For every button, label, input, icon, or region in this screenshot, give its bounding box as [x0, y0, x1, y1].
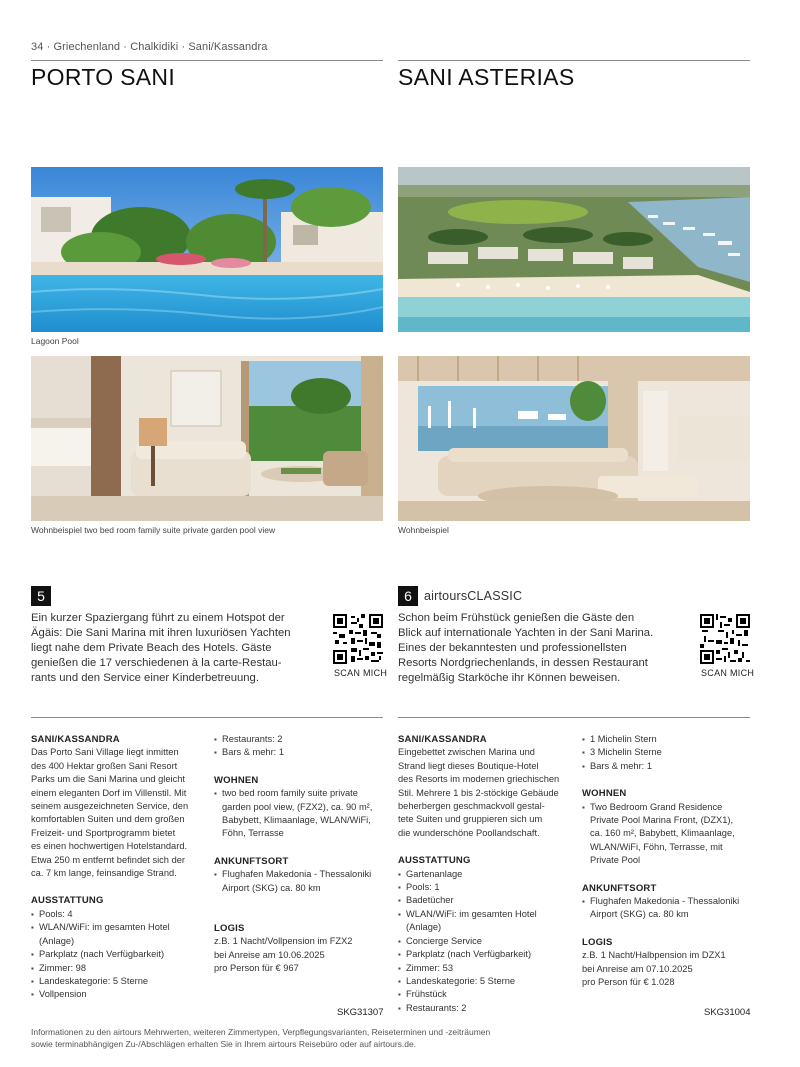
hotel-number-badge: 6 [398, 586, 418, 606]
lagoon-pool-caption: Lagoon Pool [31, 336, 79, 346]
suite-interior-caption: Wohnbeispiel two bed room family suite private garden pool view [31, 525, 276, 535]
porto-sani-details-col1 [31, 733, 206, 1002]
ankunft-heading: ANKUNFTSORT [582, 882, 657, 894]
list-item: ▪ Zimmer: 98 [31, 962, 206, 975]
wohnen-list [582, 801, 752, 868]
ankunft-list [582, 895, 752, 922]
sani-asterias-details-col1 [398, 733, 576, 1015]
extras-list [214, 733, 384, 760]
list-item: ▪ Parkplatz (nach Verfügbarkeit) [398, 948, 576, 961]
ankunft-heading: ANKUNFTSORT [214, 855, 289, 867]
list-item: ▪ Pools: 1 [398, 881, 576, 894]
extras-list [582, 733, 752, 773]
list-item: ▪ Pools: 4 [31, 908, 206, 921]
details-rule-right [398, 717, 750, 718]
list-item: ▪ Gartenanlage [398, 868, 576, 881]
list-item: ▪ Bars & mehr: 1 [582, 760, 752, 773]
scan-label: SCAN MICH [334, 668, 388, 678]
list-item: ▪ Two Bedroom Grand Residence Private Pool Marina Front, (DZX1), ca. 160 m², Babybett, Klimaanlage, WLAN/WiFi, Föhn, Terrasse, mit Private Pool [582, 801, 747, 868]
product-code: SKG31004 [704, 1007, 751, 1018]
ausstattung-list [398, 868, 576, 1015]
location-text: Eingebettet zwischen Marina und Strand liegt dieses Boutique-Hotel des Resorts im modernen griechischen Stil. Mehrere 1 bis 2-stöckige Gebäude beherbergen geschmackvoll gestal- tete Suiten und gruppieren sich um die wunderschöne Poollandschaft. [398, 747, 560, 838]
hotel-title-porto-sani: PORTO SANI [31, 64, 176, 90]
hotel-title-sani-asterias: SANI ASTERIAS [398, 64, 575, 90]
footnote: Informationen zu den airtours Mehrwerten, weiteren Zimmertypen, Verpflegungsvarianten, Reiseterminen und -zeiträumen sowie terminabhängigen Zu-/Abschlägen erhalten Sie in Ihrem airtours Reisebüro oder auf airtours.de. [31, 1027, 491, 1049]
list-item: ▪ 1 Michelin Stern [582, 733, 752, 746]
wohnen-heading: WOHNEN [582, 788, 627, 800]
residence-interior-photo [398, 356, 750, 521]
list-item: ▪ Landeskategorie: 5 Sterne [398, 975, 576, 988]
list-item: ▪ Zimmer: 53 [398, 962, 576, 975]
list-item: ▪ Flughafen Makedonia - Thessaloniki Airport (SKG) ca. 80 km [214, 868, 384, 895]
scan-label: SCAN MICH [701, 668, 755, 678]
intro-text-sani-asterias: Schon beim Frühstück genießen die Gäste den Blick auf internationale Yachten in der Sani Marina. Eines der bekanntesten und professionellsten Resorts Nordgriechenlands, in dessen Restaurant regelmäßig Starköche ihr Können beweisen. [398, 612, 654, 684]
list-item: ▪ WLAN/WiFi: im gesamten Hotel (Anlage) [398, 908, 563, 935]
list-item: ▪ Frühstück [398, 988, 576, 1001]
location-heading: SANI/KASSANDRA [398, 734, 487, 745]
logis-text: z.B. 1 Nacht/Vollpension im FZX2 bei Anreise am 10.06.2025 pro Person für € 967 [214, 936, 353, 974]
list-item: ▪ Vollpension [31, 988, 206, 1001]
list-item: ▪ Flughafen Makedonia - Thessaloniki Airport (SKG) ca. 80 km [582, 895, 752, 922]
list-item: ▪ Landeskategorie: 5 Sterne [31, 975, 206, 988]
ausstattung-heading: AUSSTATTUNG [398, 855, 471, 867]
list-item: ▪ Bars & mehr: 1 [214, 746, 384, 759]
logis-heading: LOGIS [214, 923, 245, 935]
title-rule-left [31, 60, 383, 61]
ausstattung-heading: AUSSTATTUNG [31, 895, 104, 907]
ausstattung-list [31, 908, 206, 1002]
hotel-number-badge: 5 [31, 586, 51, 606]
list-item: ▪ Parkplatz (nach Verfügbarkeit) [31, 948, 206, 961]
location-heading: SANI/KASSANDRA [31, 734, 120, 745]
list-item: ▪ two bed room family suite private garden pool view, (FZX2), ca. 90 m², Babybett, Klimaanlage, WLAN/WiFi, Föhn, Terrasse [214, 787, 374, 841]
product-code: SKG31307 [337, 1007, 384, 1018]
list-item: ▪ Concierge Service [398, 935, 576, 948]
intro-text-porto-sani: Ein kurzer Spaziergang führt zu einem Hotspot der Ägäis: Die Sani Marina mit ihren luxuriösen Yachten liegt nahe dem Private Beach des Hotels. Gäste genießen die 17 verschiedenen à la carte-Restau- rants und den Service einer Kinderbetreuung. [31, 612, 291, 684]
list-item: ▪ WLAN/WiFi: im gesamten Hotel (Anlage) [31, 921, 181, 948]
aerial-resort-photo [398, 167, 750, 332]
list-item: ▪ 3 Michelin Sterne [582, 746, 752, 759]
classic-label: airtoursCLASSIC [424, 589, 523, 603]
list-item: ▪ Badetücher [398, 894, 576, 907]
porto-sani-details-col2 [214, 733, 384, 976]
ankunft-list [214, 868, 384, 895]
location-text: Das Porto Sani Village liegt inmitten des 400 Hektar großen Sani Resort Parks um die Sani Marina und gleicht einem eleganten Dorf im Villenstil. Mit seinem ausgezeichneten Service, den komfortablen Suiten und dem großen Freizeit- und Sportprogramm bietet es einen hochwertigen Hotelstandard. Etwa 250 m entfernt befindet sich der ca. 7 km lange, feinsandige Strand. [31, 747, 189, 879]
qr-code[interactable] [700, 614, 750, 664]
title-rule-right [398, 60, 750, 61]
residence-interior-caption: Wohnbeispiel [398, 525, 449, 535]
list-item: ▪ Restaurants: 2 [398, 1002, 576, 1015]
lagoon-pool-photo [31, 167, 383, 332]
wohnen-heading: WOHNEN [214, 774, 259, 786]
sani-asterias-details-col2 [582, 733, 752, 990]
wohnen-list [214, 787, 384, 841]
logis-heading: LOGIS [582, 936, 613, 948]
suite-interior-photo [31, 356, 383, 521]
logis-text: z.B. 1 Nacht/Halbpension im DZX1 bei Anreise am 07.10.2025 pro Person für € 1.028 [582, 950, 726, 988]
breadcrumb: 34 · Griechenland · Chalkidiki · Sani/Kassandra [31, 41, 268, 53]
list-item: ▪ Restaurants: 2 [214, 733, 384, 746]
qr-code[interactable] [333, 614, 383, 664]
details-rule-left [31, 717, 383, 718]
